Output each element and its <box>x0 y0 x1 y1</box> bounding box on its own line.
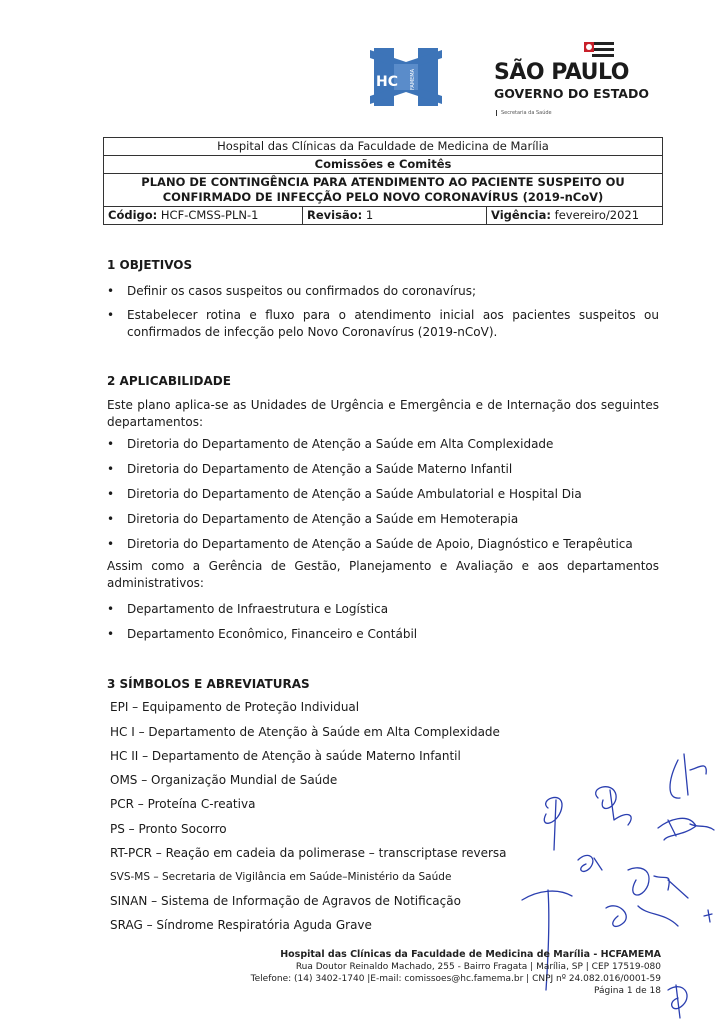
footer-address: Rua Doutor Reinaldo Machado, 255 - Bairro Fragata | Marília, SP | CEP 17519-080 <box>295 962 661 972</box>
abbreviation-item: PS – Pronto Socorro <box>110 822 227 836</box>
list-item: • Departamento de Infraestrutura e Logística <box>107 602 389 616</box>
revision-value: 1 <box>365 208 374 222</box>
bullet-icon: • <box>107 437 115 451</box>
bullet-icon: • <box>107 602 115 616</box>
abbreviation-item: SRAG – Síndrome Respiratória Aguda Grave <box>110 918 372 932</box>
sp-title: SÃO PAULO <box>494 60 629 85</box>
footer-institution: Hospital das Clínicas da Faculdade de Medicina de Marília - HCFAMEMA <box>280 949 661 960</box>
revision-label: Revisão: <box>307 208 363 222</box>
section-3-heading: 3 SÍMBOLOS E ABREVIATURAS <box>107 677 310 691</box>
validity-value: fevereiro/2021 <box>554 208 640 222</box>
section-2-intro: Este plano aplica-se as Unidades de Urgência e Emergência e de Internação dos seguintes departamentos: <box>107 398 659 429</box>
list-item: • Diretoria do Departamento de Atenção a Saúde Materno Infantil <box>107 462 513 476</box>
abbreviation-item: PCR – Proteína C-reativa <box>110 797 256 811</box>
code-value: HCF-CMSS-PLN-1 <box>160 208 259 222</box>
abbreviation-item: OMS – Organização Mundial de Saúde <box>110 773 338 787</box>
validity-label: Vigência: <box>491 208 551 222</box>
hc-famema-logo <box>368 44 444 110</box>
abbreviation-item: HC I – Departamento de Atenção à Saúde em Alta Complexidade <box>110 725 500 739</box>
document-header-table <box>103 137 663 225</box>
bullet-icon: • <box>107 462 115 476</box>
list-item: • Definir os casos suspeitos ou confirmados do coronavírus; <box>107 284 477 298</box>
bullet-icon: • <box>107 284 115 298</box>
validity-cell <box>487 207 663 225</box>
bullet-icon: • <box>107 308 115 322</box>
bullet-icon: • <box>107 537 115 551</box>
abbreviation-item: SVS-MS – Secretaria de Vigilância em Saúde–Ministério da Saúde <box>110 871 452 883</box>
bullet-icon: • <box>107 487 115 501</box>
sp-subtitle: GOVERNO DO ESTADO <box>494 86 649 101</box>
page-number: Página 1 de 18 <box>594 986 661 996</box>
sp-secretaria: Secretaria da Saúde <box>496 110 552 116</box>
code-label: Código: <box>108 208 158 222</box>
bullet-icon: • <box>107 512 115 526</box>
section-1-heading: 1 OBJETIVOS <box>107 258 193 272</box>
hc-logo-side-text: FAMEMA <box>410 68 416 90</box>
list-item: • Diretoria do Departamento de Atenção a Saúde em Hemoterapia <box>107 512 519 526</box>
abbreviation-item: SINAN – Sistema de Informação de Agravos de Notificação <box>110 894 461 908</box>
code-cell <box>104 207 303 225</box>
section-2-heading: 2 APLICABILIDADE <box>107 374 231 388</box>
title-line-2: CONFIRMADO DE INFECÇÃO PELO NOVO CORONAVÍRUS (2019-nCoV) <box>162 190 604 204</box>
section-2-intro-2: Assim como a Gerência de Gestão, Planejamento e Avaliação e aos departamentos administrativos: <box>107 559 659 590</box>
list-item: • Estabelecer rotina e fluxo para o atendimento inicial aos pacientes suspeitos ou confirmados de infecção pelo Novo Coronavírus (2019-nCoV). <box>107 308 659 339</box>
committee-name: Comissões e Comitês <box>104 156 663 174</box>
abbreviation-item: RT-PCR – Reação em cadeia da polimerase – transcriptase reversa <box>110 846 507 860</box>
abbreviation-item: EPI – Equipamento de Proteção Individual <box>110 700 360 714</box>
document-title <box>104 174 663 207</box>
list-item: • Diretoria do Departamento de Atenção a Saúde de Apoio, Diagnóstico e Terapêutica <box>107 537 633 551</box>
bullet-icon: • <box>107 627 115 641</box>
title-line-1: PLANO DE CONTINGÊNCIA PARA ATENDIMENTO AO PACIENTE SUSPEITO OU <box>141 175 625 189</box>
list-item: • Diretoria do Departamento de Atenção a Saúde em Alta Complexidade <box>107 437 554 451</box>
list-item: • Departamento Econômico, Financeiro e Contábil <box>107 627 418 641</box>
footer-contact: Telefone: (14) 3402-1740 |E-mail: comissoes@hc.famema.br | CNPJ nº 24.082.016/0001-59 <box>250 974 661 984</box>
hc-logo-letters: HC <box>376 74 398 90</box>
abbreviation-item: HC II – Departamento de Atenção à saúde Materno Infantil <box>110 749 461 763</box>
revision-cell <box>303 207 487 225</box>
institution-name: Hospital das Clínicas da Faculdade de Medicina de Marília <box>104 138 663 156</box>
list-item: • Diretoria do Departamento de Atenção a Saúde Ambulatorial e Hospital Dia <box>107 487 582 501</box>
sao-paulo-logo <box>494 40 666 122</box>
